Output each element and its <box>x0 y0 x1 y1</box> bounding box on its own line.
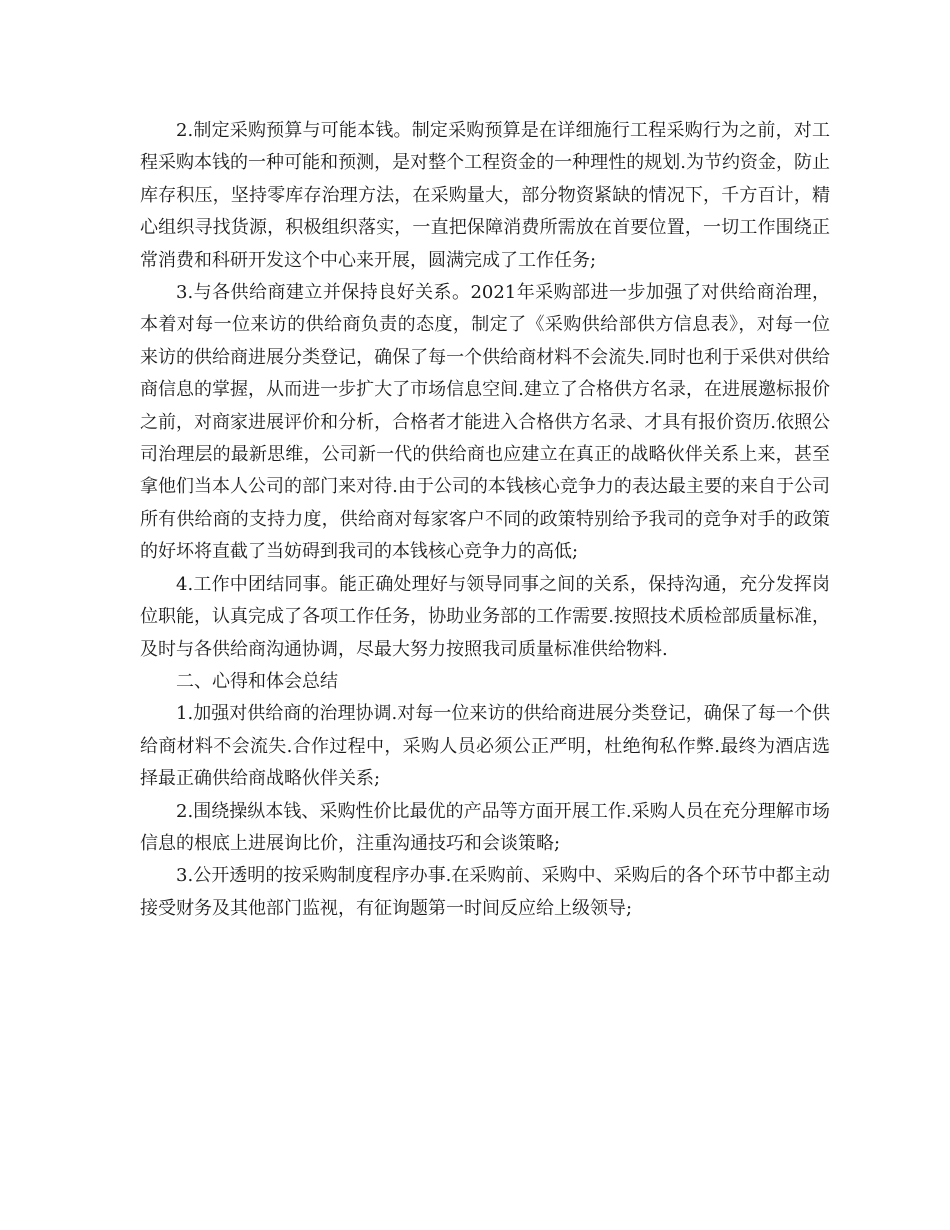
paragraph-supplier-relations: 3.与各供给商建立并保持良好关系。2021年采购部进一步加强了对供给商治理，本着对每一位来访的供给商负责的态度，制定了《采购供给部供方信息表》，对每一位来访的供给商进展分类登记，确保了每一个供给商材料不会流失.同时也利于采供对供给商信息的掌握，从而进一步扩大了市场信息空间.建立了合格供方名录，在进展邀标报价之前，对商家进展评价和分析，合格者才能进入合格供方名录、才具有报价资历.依照公司治理层的最新思维，公司新一代的供给商也应建立在真正的战略伙伴关系上来，甚至拿他们当本人公司的部门来对待.由于公司的本钱核心竞争力的表达最主要的来自于公司所有供给商的支持力度，供给商对每家客户不同的政策特别给予我司的竞争对手的政策的好坏将直截了当妨碍到我司的本钱核心竞争力的高低; <box>140 282 830 563</box>
section-heading: 二、心得和体会总结 <box>176 670 338 692</box>
paragraph-cost-control: 2.围绕操纵本钱、采购性价比最优的产品等方面开展工作.采购人员在充分理解市场信息的根底上进展询比价，注重沟通技巧和会谈策略; <box>140 800 830 854</box>
paragraph-transparency: 3.公开透明的按采购制度程序办事.在采购前、采购中、采购后的各个环节中都主动接受财务及其他部门监视，有征询题第一时间反应给上级领导; <box>140 865 830 919</box>
paragraph-supplier-management: 1.加强对供给商的治理协调.对每一位来访的供给商进展分类登记，确保了每一个供给商材料不会流失.合作过程中，采购人员必须公正严明，杜绝徇私作弊.最终为酒店选择最正确供给商战略伙伴关系; <box>140 703 830 790</box>
paragraph-teamwork: 4.工作中团结同事。能正确处理好与领导同事之间的关系，保持沟通，充分发挥岗位职能，认真完成了各项工作任务，协助业务部的工作需要.按照技术质检部质量标准，及时与各供给商沟通协调，尽最大努力按照我司质量标准供给物料. <box>140 573 830 660</box>
document-body <box>140 115 830 925</box>
paragraph-budget: 2.制定采购预算与可能本钱。制定采购预算是在详细施行工程采购行为之前，对工程采购本钱的一种可能和预测，是对整个工程资金的一种理性的规划.为节约资金，防止库存积压，坚持零库存治理方法，在采购量大，部分物资紧缺的情况下，千方百计，精心组织寻找货源，积极组织落实，一直把保障消费所需放在首要位置，一切工作围绕正常消费和科研开发这个中心来开展，圆满完成了工作任务; <box>140 120 830 271</box>
